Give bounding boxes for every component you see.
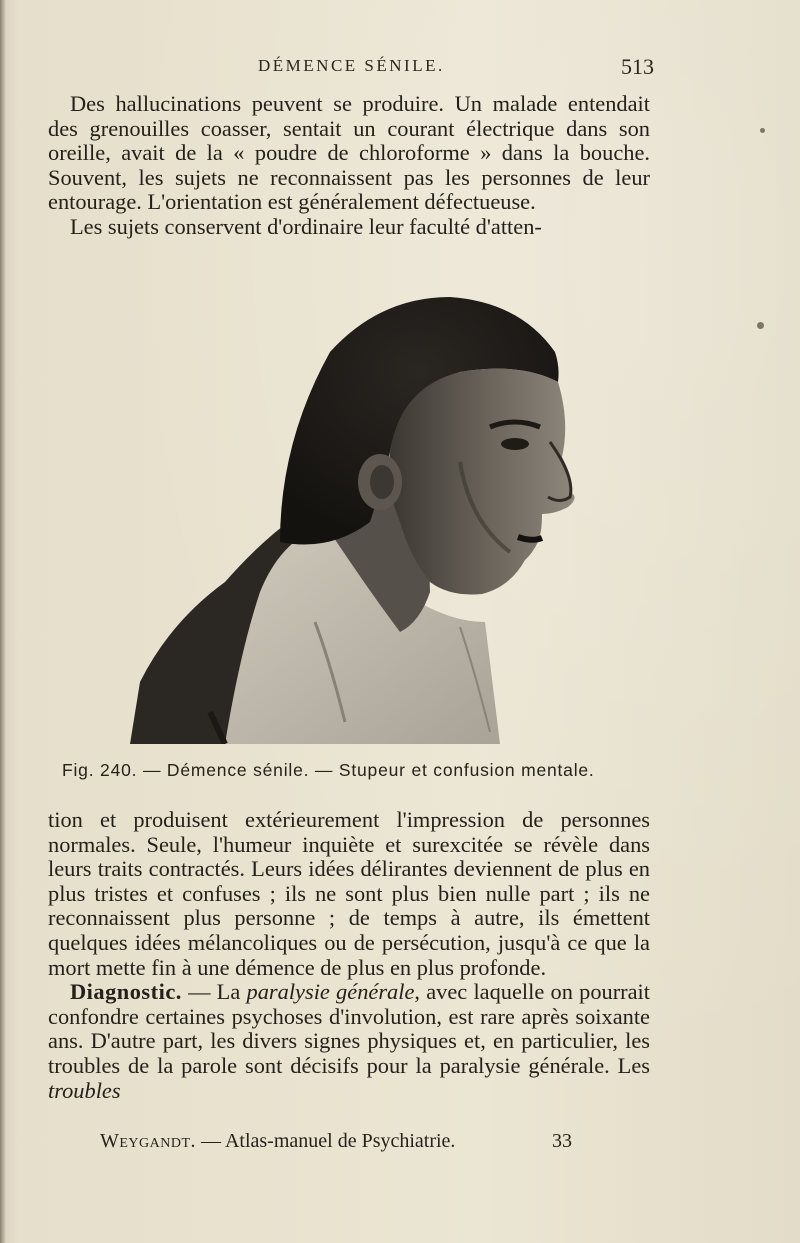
- binding-shadow: [0, 0, 6, 1243]
- diagnostic-italic-2: troubles: [48, 1077, 121, 1103]
- diagnostic-text-2: , avec laquelle on pourrait confondre certaines psychoses d'involution, est rare après soixante ans. D'autre part, les divers signes physiques et, en particulier, les troubles de la parole sont décisifs pour la paralysie générale. Les: [48, 979, 651, 1078]
- diagnostic-italic-1: paralysie générale: [246, 979, 415, 1005]
- diagnostic-text-1: — La: [181, 979, 247, 1005]
- figure-caption: Fig. 240. — Démence sénile. — Stupeur et confusion mentale.: [62, 760, 595, 780]
- paragraph-hallucinations: Des hallucinations peuvent se produire. Un malade entendait des grenouilles coasser, sentait un courant électrique dans son oreille, avait de la « poudre de chloroforme » dans la bouche. Souvent, les sujets ne reconnaissent pas les personnes de leur entourage. L'orientation est généralement défectueuse.: [48, 91, 650, 215]
- portrait-photo: [130, 292, 590, 744]
- page-footer: [100, 1130, 600, 1153]
- page-number: 513: [621, 54, 654, 79]
- face: [389, 369, 575, 595]
- running-head-title: DÉMENCE SÉNILE.: [258, 56, 445, 75]
- footer-signature: 33: [552, 1130, 572, 1152]
- running-head: [48, 56, 654, 84]
- footer-author: Weygandt.: [100, 1130, 197, 1152]
- paper-speck: [760, 128, 765, 133]
- diagnostic-heading: Diagnostic.: [70, 979, 182, 1005]
- paragraph-attention-start: Les sujets conservent d'ordinaire leur faculté d'atten-: [70, 213, 542, 239]
- footer-title: — Atlas-manuel de Psychiatrie.: [196, 1130, 456, 1152]
- paper-speck: [757, 322, 764, 329]
- text-block-bottom: [48, 808, 650, 1103]
- paragraph-attention-end: tion et produisent extérieurement l'impression de personnes normales. Seule, l'humeur inquiète et surexcitée se révèle dans leurs traits contractés. Leurs idées délirantes deviennent de plus en plus tristes et confuses ; ils ne sont plus bien nulle part ; ils ne reconnaissent plus personne ; de temps à autre, ils émettent quelques idées mélancoliques ou de persécution, jusqu'à ce que la mort mette fin à une démence de plus en plus profonde.: [48, 807, 650, 980]
- eye: [501, 438, 529, 450]
- mouth: [518, 537, 542, 540]
- text-block-top: [48, 92, 650, 240]
- paragraph-diagnostic: [48, 980, 650, 1103]
